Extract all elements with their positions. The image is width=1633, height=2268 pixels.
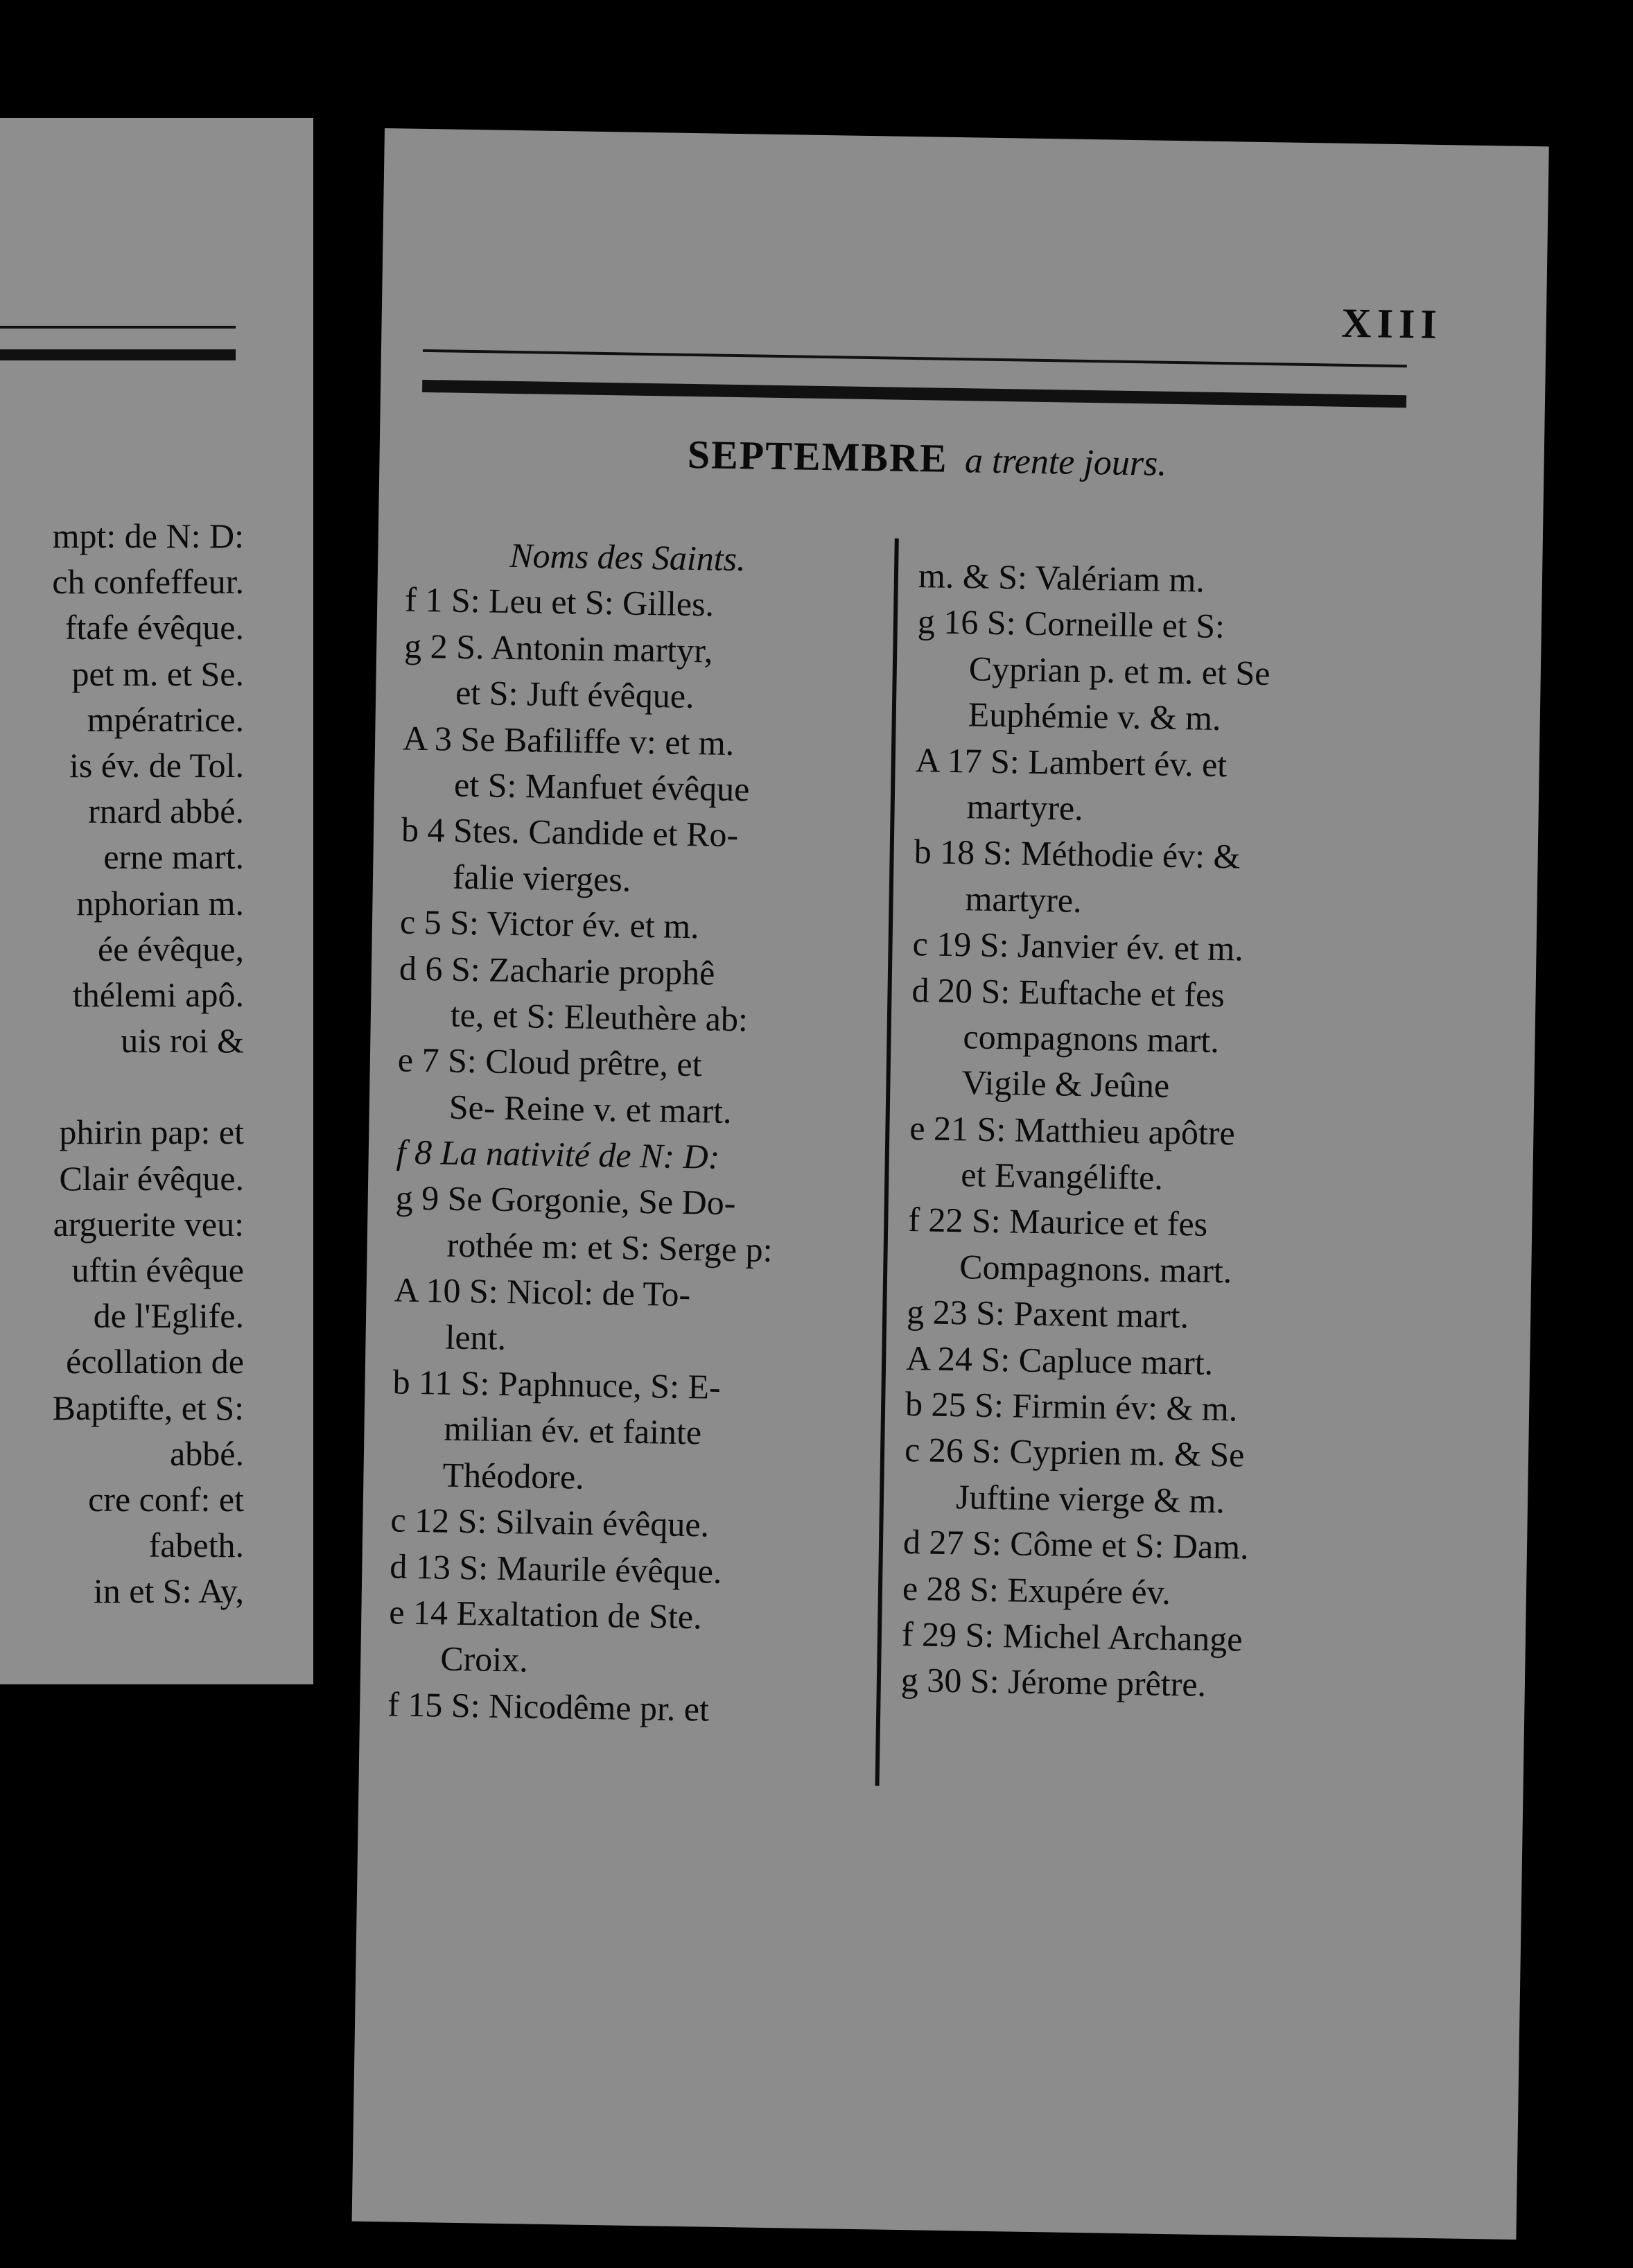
calendar-entry: Juftine vierge & m. xyxy=(903,1476,1225,1521)
calendar-entry: b 11 S: Paphnuce, S: E- xyxy=(392,1362,722,1406)
facing-page-line: de l'Eglife. xyxy=(93,1296,244,1336)
column-header: Noms des Saints. xyxy=(509,535,746,579)
calendar-entry: g 23 S: Paxent mart. xyxy=(906,1292,1189,1336)
calendar-entry: g 9 Se Gorgonie, Se Do- xyxy=(395,1178,736,1223)
month-title xyxy=(379,426,1420,489)
calendar-entry: te, et S: Eleuthère ab: xyxy=(398,994,749,1039)
facing-page-line: ftafe évêque. xyxy=(64,608,244,647)
calendar-entry: Vigile & Jeûne xyxy=(910,1062,1170,1106)
facing-page-line: phirin pap: et xyxy=(59,1113,244,1152)
calendar-entry: Se- Reine v. et mart. xyxy=(396,1086,732,1131)
facing-page-line: abbé. xyxy=(170,1433,244,1473)
header-rule xyxy=(422,349,1407,408)
calendar-entry: A 24 S: Capluce mart. xyxy=(905,1338,1214,1382)
calendar-entry: et Evangélifte. xyxy=(908,1154,1164,1197)
facing-page-line: uftin évêque xyxy=(71,1250,244,1289)
calendar-entry: rothée m: et S: Serge p: xyxy=(394,1224,773,1269)
calendar-entry: lent. xyxy=(393,1316,507,1357)
facing-page-line: Baptifte, et S: xyxy=(52,1388,244,1427)
calendar-entry: martyre. xyxy=(913,878,1083,920)
calendar-entry: f 29 S: Michel Archange xyxy=(901,1614,1243,1659)
facing-page-line: erne mart. xyxy=(103,837,244,877)
calendar-page xyxy=(352,128,1549,2240)
calendar-entry: A 10 S: Nicol: de To- xyxy=(394,1270,691,1314)
calendar-entry: f 22 S: Maurice et fes xyxy=(907,1200,1208,1244)
calendar-entry: b 18 S: Méthodie év: & xyxy=(914,832,1241,876)
calendar-entry: d 6 S: Zacharie prophê xyxy=(399,948,715,993)
calendar-entry: d 20 S: Euftache et fes xyxy=(911,970,1225,1014)
saints-column-left xyxy=(387,531,877,1729)
facing-page-line: is év. de Tol. xyxy=(69,745,244,785)
month-subtitle: a trente jours. xyxy=(964,441,1167,484)
calendar-entry: e 28 S: Exupére év. xyxy=(902,1568,1171,1612)
calendar-entry: m. & S: Valériam m. xyxy=(918,556,1205,600)
month-name: SEPTEMBRE xyxy=(687,431,949,481)
facing-page-line: ée évêque, xyxy=(98,929,244,968)
calendar-entry: Croix. xyxy=(387,1638,529,1680)
calendar-entry: d 27 S: Côme et S: Dam. xyxy=(902,1522,1250,1567)
calendar-entry: g 30 S: Jérome prêtre. xyxy=(900,1660,1207,1704)
calendar-entry: f 15 S: Nicodême pr. et xyxy=(387,1684,710,1729)
calendar-entry: d 13 S: Maurile évêque. xyxy=(389,1546,722,1591)
page-folio: XIII xyxy=(1341,299,1443,347)
calendar-entry: A 17 S: Lambert év. et xyxy=(915,740,1228,784)
facing-page-line xyxy=(0,1063,244,1109)
facing-page-line: rnard abbé. xyxy=(88,792,244,831)
calendar-entry: c 5 S: Victor év. et m. xyxy=(399,902,700,946)
facing-page-line: cre conf: et xyxy=(88,1479,244,1519)
calendar-entry: b 25 S: Firmin év: & m. xyxy=(905,1384,1238,1429)
facing-page-line: fabeth. xyxy=(148,1526,244,1565)
calendar-entry: f 1 S: Leu et S: Gilles. xyxy=(404,579,715,624)
calendar-entry: et S: Manfuet évêque xyxy=(401,764,750,809)
facing-page-line: Clair évêque. xyxy=(59,1158,244,1198)
calendar-entry: g 16 S: Corneille et S: xyxy=(917,602,1225,646)
calendar-entry: Euphémie v. & m. xyxy=(916,694,1221,738)
facing-page-line: mpératrice. xyxy=(87,699,244,739)
calendar-entry: Théodore. xyxy=(391,1454,585,1497)
calendar-entry: c 12 S: Silvain évêque. xyxy=(390,1500,710,1544)
facing-page-text xyxy=(0,513,244,1614)
facing-page-line: ch confeffeur. xyxy=(52,562,244,602)
calendar-entry: f 8 La nativité de N: D: xyxy=(396,1132,720,1176)
facing-page-line: écollation de xyxy=(66,1342,244,1381)
calendar-entry: Compagnons. mart. xyxy=(907,1246,1232,1291)
saints-column-right xyxy=(900,552,1417,1704)
calendar-entry: g 2 S. Antonin martyr, xyxy=(403,626,713,670)
facing-page-line: uis roi & xyxy=(121,1021,244,1061)
facing-page-fragment xyxy=(0,118,313,1684)
calendar-entry: e 14 Exaltation de Ste. xyxy=(388,1592,703,1637)
facing-page-line: nphorian m. xyxy=(76,883,244,923)
calendar-entry: c 26 S: Cyprien m. & Se xyxy=(904,1430,1245,1475)
column-divider xyxy=(875,539,899,1786)
calendar-entry: A 3 Se Bafiliffe v: et m. xyxy=(402,718,735,762)
facing-page-line: mpt: de N: D: xyxy=(52,516,244,555)
facing-page-line: in et S: Ay, xyxy=(93,1571,244,1611)
facing-page-rule xyxy=(0,326,236,360)
calendar-entry: c 19 S: Janvier év. et m. xyxy=(912,924,1244,968)
facing-page-line: arguerite veu: xyxy=(53,1204,244,1244)
facing-page-line: pet m. et Se. xyxy=(71,654,244,693)
calendar-entry: Cyprian p. et m. et Se xyxy=(916,647,1270,692)
calendar-entry: milian év. et fainte xyxy=(392,1408,702,1452)
calendar-entry: b 4 Stes. Candide et Ro- xyxy=(401,810,739,855)
calendar-entry: et S: Juft évêque. xyxy=(403,672,695,716)
facing-page-line: thélemi apô. xyxy=(72,975,244,1014)
calendar-entry: compagnons mart. xyxy=(911,1016,1220,1060)
calendar-entry: e 21 S: Matthieu apôtre xyxy=(909,1108,1236,1153)
calendar-entry: martyre. xyxy=(914,786,1084,828)
calendar-entry: e 7 S: Cloud prêtre, et xyxy=(397,1040,703,1084)
calendar-entry: falie vierges. xyxy=(400,856,631,899)
